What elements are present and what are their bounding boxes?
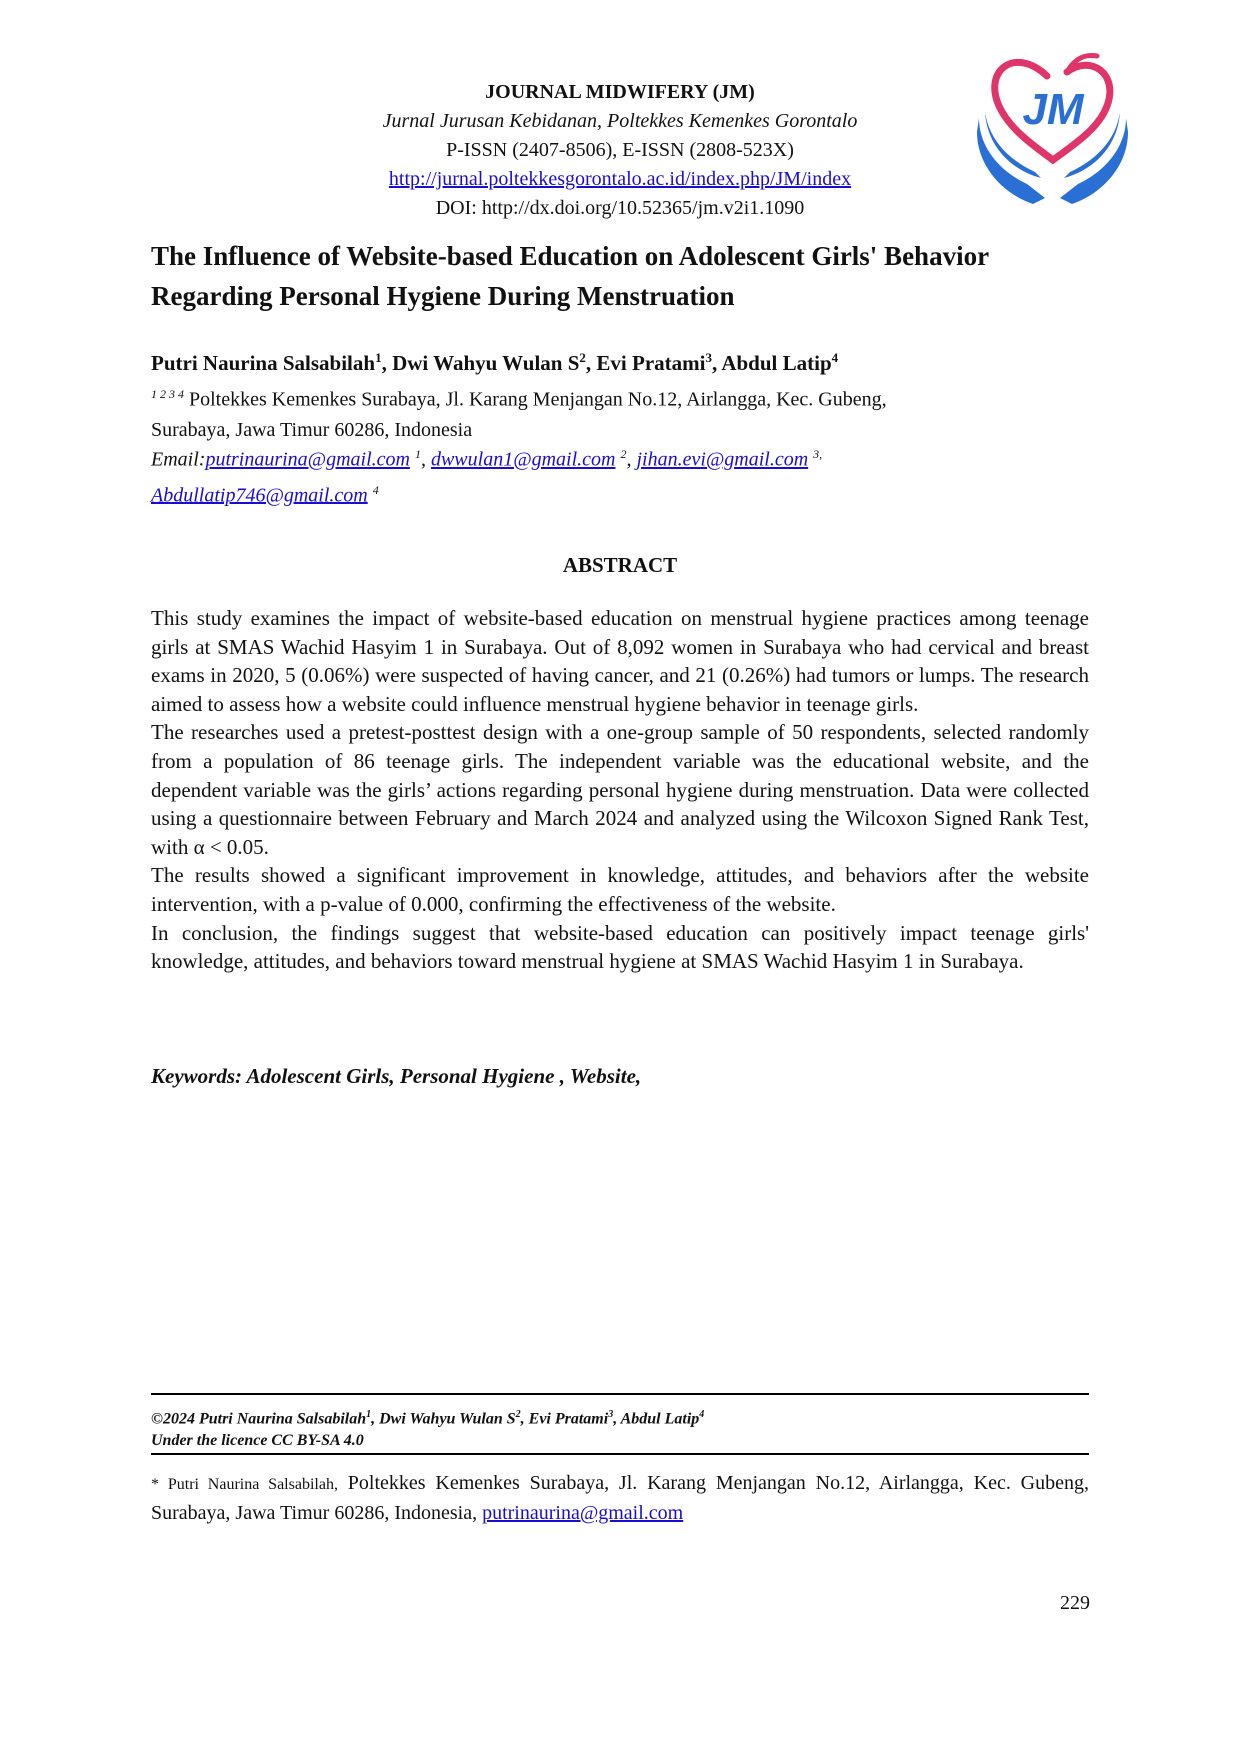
abstract-paragraph: The researches used a pretest-posttest design with a one-group sample of 50 respondents, selected randomly from a population of 86 teenage girls. The independent variable was the educational website, and the dependent variable was the girls’ actions regarding personal hygiene during menstruation. Data were collected using a questionnaire between February and March 2024 and analyzed using the Wilcoxon Signed Rank Test, with α < 0.05. [151, 720, 1089, 859]
email-link[interactable]: putrinaurina@gmail.com [205, 448, 410, 471]
article-title: The Influence of Website-based Education on Adolescent Girls' Behavior Regarding Personal Hygiene During Menstruation [151, 241, 990, 311]
copyright-notice: ©2024 Putri Naurina Salsabilah$^1$, Dwi Wahyu Wulan $S^2$, Evi Pratami$^3$, Abdul Latip$^4$ Under the licence CC BY-SA 4.0 [151, 1404, 1089, 1452]
abstract-body [151, 604, 1089, 976]
journal-header [290, 78, 950, 223]
email-link[interactable]: jihan.evi@gmail.com [636, 448, 809, 471]
abstract-heading: ABSTRACT [562, 553, 678, 577]
email-link[interactable]: Abdullatip746@gmail.com [151, 484, 368, 507]
corresponding-email-link[interactable]: putrinaurina@gmail.com [482, 1502, 684, 1524]
journal-logo-icon [975, 48, 1130, 206]
email-link[interactable]: dwwulan1@gmail.com [430, 448, 616, 471]
author-list [151, 350, 1101, 376]
journal-issn: P-ISSN (2407-8506), E-ISSN (2808-523X) [446, 139, 794, 161]
corresponding-author: * Putri Naurina Salsabilah, Poltekkes Kemenkes Surabaya, Jl. Karang Menjangan No.12, Airlangga, Kec. Gubeng, Surabaya, Jawa Timur 60286, Indonesia, putrinaurina@gmail.com [151, 1472, 1089, 1524]
abstract-paragraph: In conclusion, the findings suggest that website-based education can positively impact teenage girls' knowledge, attitudes, and behaviors toward menstrual hygiene at SMAS Wachid Hasyim 1 in Surabaya. [151, 920, 1089, 974]
author: Dwi Wahyu Wulan $S^2$, [392, 350, 597, 375]
licence-text: Under the licence CC BY-SA 4.0 [151, 1432, 364, 1450]
footer-divider-top [151, 1393, 1089, 1395]
journal-doi: DOI: http://dx.doi.org/10.52365/jm.v2i1.1090 [435, 197, 805, 219]
logo-text: JM [1022, 85, 1084, 134]
journal-subtitle: Jurnal Jurusan Kebidanan, Poltekkes Kemenkes Gorontalo [382, 110, 858, 132]
author: Putri Naurina Salsabilah$^1$, [151, 350, 393, 375]
journal-name: JOURNAL MIDWIFERY (JM) [485, 81, 755, 103]
author-emails: Email:putrinaurina@gmail.com $^1$, dwwulan1@gmail.com $^2$, jihan.evi@gmail.com $^{3,}$ Abdullatip746@gmail.com $^4$ [151, 447, 823, 507]
page-number: 229 [1060, 1592, 1090, 1614]
abstract-paragraph: The results showed a significant improvement in knowledge, attitudes, and behaviors after the website intervention, with a p-value of 0.000, confirming the effectiveness of the website. [151, 863, 1089, 916]
footer-divider-bottom [151, 1453, 1089, 1455]
affiliation: $^{1 2 3 4}$ Poltekkes Kemenkes Surabaya, Jl. Karang Menjangan No.12, Airlangga, Kec. Gubeng, Surabaya, Jawa Timur 60286, Indonesia [151, 387, 887, 441]
author: Evi Pratami$^3$, [596, 350, 722, 375]
abstract-paragraph: This study examines the impact of website-based education on menstrual hygiene practices among teenage girls at SMAS Wachid Hasyim 1 in Surabaya. Out of 8,092 women in Surabaya who had cervical and breast exams in 2020, 5 (0.06%) were suspected of having cancer, and 21 (0.26%) had tumors or lumps. The research aimed to assess how a website could influence menstrual hygiene behavior in teenage girls. [151, 606, 1089, 716]
author: Abdul Latip$^4$ [721, 350, 839, 375]
keywords: Keywords: Adolescent Girls, Personal Hygiene , Website, [151, 1064, 642, 1088]
journal-url-link[interactable]: http://jurnal.poltekkesgorontalo.ac.id/index.php/JM/index [388, 168, 852, 190]
